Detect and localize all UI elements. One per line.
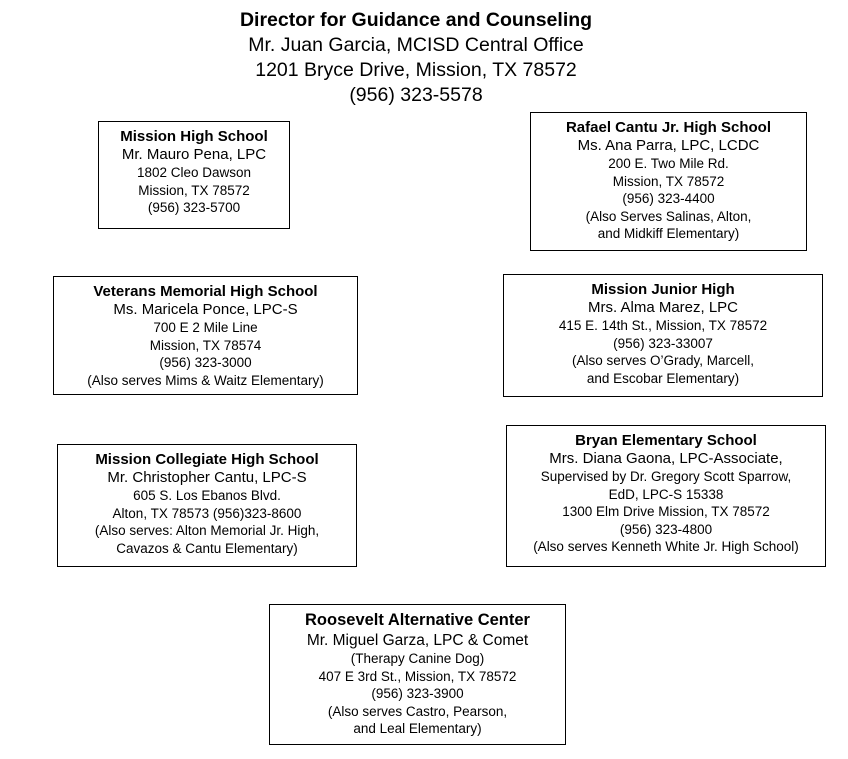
school-box-mission-high — [98, 121, 290, 229]
school-detail-line: (Also serves Kenneth White Jr. High School) — [533, 539, 799, 554]
school-detail-line: and Escobar Elementary) — [586, 370, 740, 386]
school-detail-line: (Also serves Mims & Waitz Elementary) — [87, 372, 324, 388]
counselor-name: Ms. Maricela Ponce, LPC-S — [113, 301, 298, 318]
school-detail-line: Alton, TX 78573 (956)323-8600 — [112, 505, 302, 521]
school-detail-line: (Therapy Canine Dog) — [350, 651, 485, 666]
school-detail-line: (956) 323-3000 — [159, 355, 252, 370]
school-detail-line: 415 E. 14th St., Mission, TX 78572 — [558, 318, 768, 333]
school-detail-line: 1802 Cleo Dawson — [136, 165, 252, 180]
school-name: Roosevelt Alternative Center — [305, 611, 530, 629]
counselor-name: Mr. Miguel Garza, LPC & Comet — [306, 632, 529, 649]
school-name: Mission High School — [120, 128, 268, 145]
school-detail-line: Mission, TX 78574 — [149, 337, 262, 353]
counselor-name: Mrs. Diana Gaona, LPC-Associate, — [549, 450, 783, 467]
school-detail-line: (956) 323-5700 — [147, 200, 241, 215]
director-phone: (956) 323-5578 — [349, 84, 483, 106]
counselor-name: Mr. Mauro Pena, LPC — [121, 146, 267, 163]
school-detail-line: Supervised by Dr. Gregory Scott Sparrow, — [540, 469, 792, 484]
school-name: Mission Collegiate High School — [95, 451, 319, 468]
school-detail-line: (Also serves: Alton Memorial Jr. High, — [94, 523, 320, 538]
director-header — [0, 8, 832, 108]
school-box-rafael-cantu — [530, 112, 807, 251]
director-title: Director for Guidance and Counseling — [239, 9, 593, 31]
school-detail-line: Mission, TX 78572 — [138, 182, 250, 198]
school-detail-line: 200 E. Two Mile Rd. — [608, 156, 729, 171]
school-detail-line: Mission, TX 78572 — [612, 173, 725, 189]
school-detail-line: 700 E 2 Mile Line — [153, 320, 258, 335]
counselor-name: Mr. Christopher Cantu, LPC-S — [107, 469, 307, 486]
school-detail-line: (Also Serves Salinas, Alton, — [585, 208, 752, 224]
counselor-name: Ms. Ana Parra, LPC, LCDC — [577, 137, 760, 154]
school-detail-line: (956) 323-4400 — [622, 191, 715, 206]
school-box-veterans-memorial — [53, 276, 358, 395]
school-box-mission-collegiate — [57, 444, 357, 567]
school-detail-line: and Leal Elementary) — [353, 721, 482, 736]
school-detail-line: and Midkiff Elementary) — [597, 226, 740, 241]
director-address: 1201 Bryce Drive, Mission, TX 78572 — [255, 59, 577, 81]
school-name: Veterans Memorial High School — [93, 283, 318, 300]
school-name: Rafael Cantu Jr. High School — [565, 119, 772, 136]
school-box-roosevelt-alternative — [269, 604, 566, 745]
school-detail-line: EdD, LPC-S 15338 — [608, 486, 724, 502]
counselor-name: Mrs. Alma Marez, LPC — [587, 299, 739, 316]
school-box-mission-junior — [503, 274, 823, 397]
school-detail-line: Cavazos & Cantu Elementary) — [116, 540, 298, 556]
school-name: Mission Junior High — [591, 281, 735, 298]
school-name: Bryan Elementary School — [575, 432, 757, 449]
school-detail-line: (956) 323-3900 — [371, 686, 464, 701]
director-name: Mr. Juan Garcia, MCISD Central Office — [248, 34, 584, 56]
school-detail-line: (956) 323-33007 — [613, 335, 713, 351]
school-detail-line: (Also serves O’Grady, Marcell, — [571, 353, 755, 368]
school-detail-line: (956) 323-4800 — [619, 521, 713, 537]
school-detail-line: 407 E 3rd St., Mission, TX 78572 — [318, 668, 517, 684]
school-detail-line: 1300 Elm Drive Mission, TX 78572 — [562, 504, 770, 519]
school-detail-line: 605 S. Los Ebanos Blvd. — [133, 488, 281, 503]
school-detail-line: (Also serves Castro, Pearson, — [327, 703, 508, 719]
school-box-bryan-elementary — [506, 425, 826, 567]
